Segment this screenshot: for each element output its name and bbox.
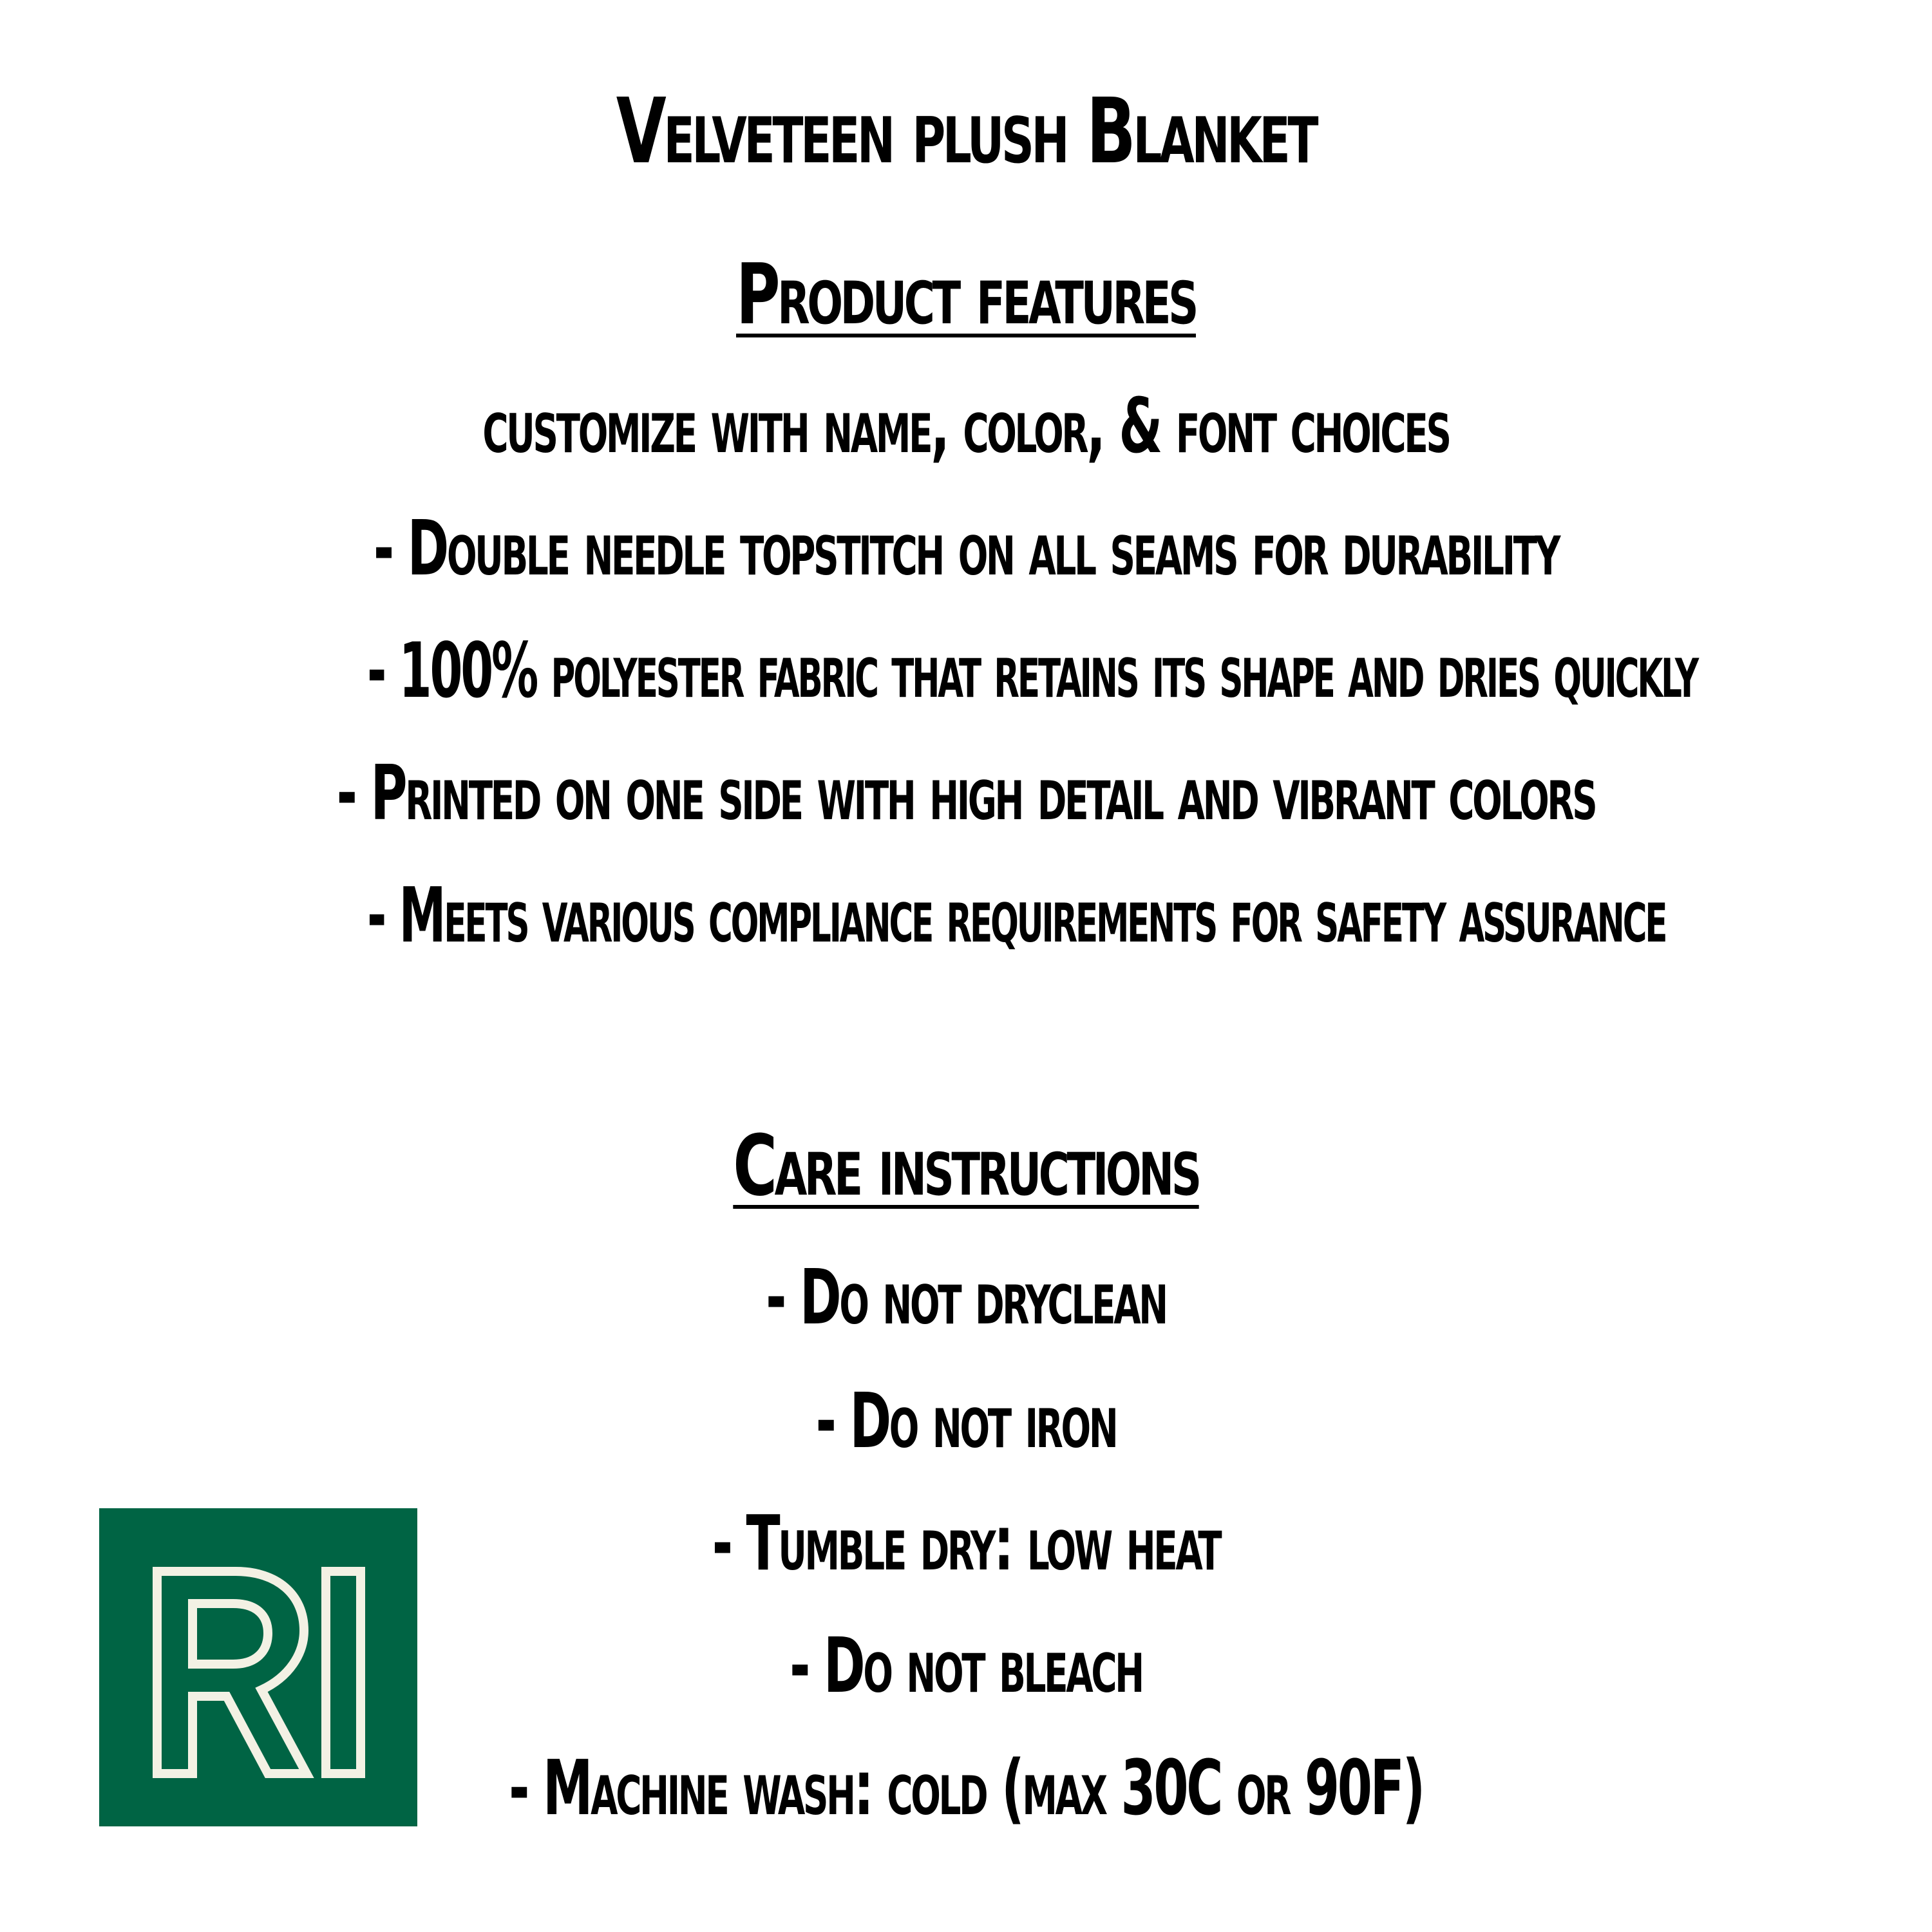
care-item: - Do not iron — [815, 1376, 1117, 1465]
care-item: - Machine wash: cold (max 30C or 90F) — [509, 1743, 1423, 1832]
feature-item: - Meets various compliance requirements for safety assurance — [367, 871, 1666, 960]
feature-item: - Printed on one side with high detail and vibrant colors — [336, 748, 1596, 837]
care-item: - Do not bleach — [790, 1621, 1142, 1710]
brand-logo — [99, 1508, 417, 1826]
feature-item: customize with name, color, & font choices — [482, 381, 1450, 470]
product-features-heading: Product features — [735, 245, 1197, 343]
care-item: - Do not dryclean — [766, 1253, 1166, 1341]
feature-item: - Double needle topstitch on all seams for durability — [373, 504, 1559, 592]
care-instructions-heading: Care instructions — [733, 1117, 1199, 1215]
page-title: Velveteen plush Blanket — [616, 79, 1316, 184]
ri-logo-mark — [99, 1508, 417, 1826]
care-item: - Tumble dry: low heat — [712, 1499, 1220, 1587]
feature-item: - 100% polyester fabric that retains its shape and dries quickly — [367, 626, 1698, 715]
